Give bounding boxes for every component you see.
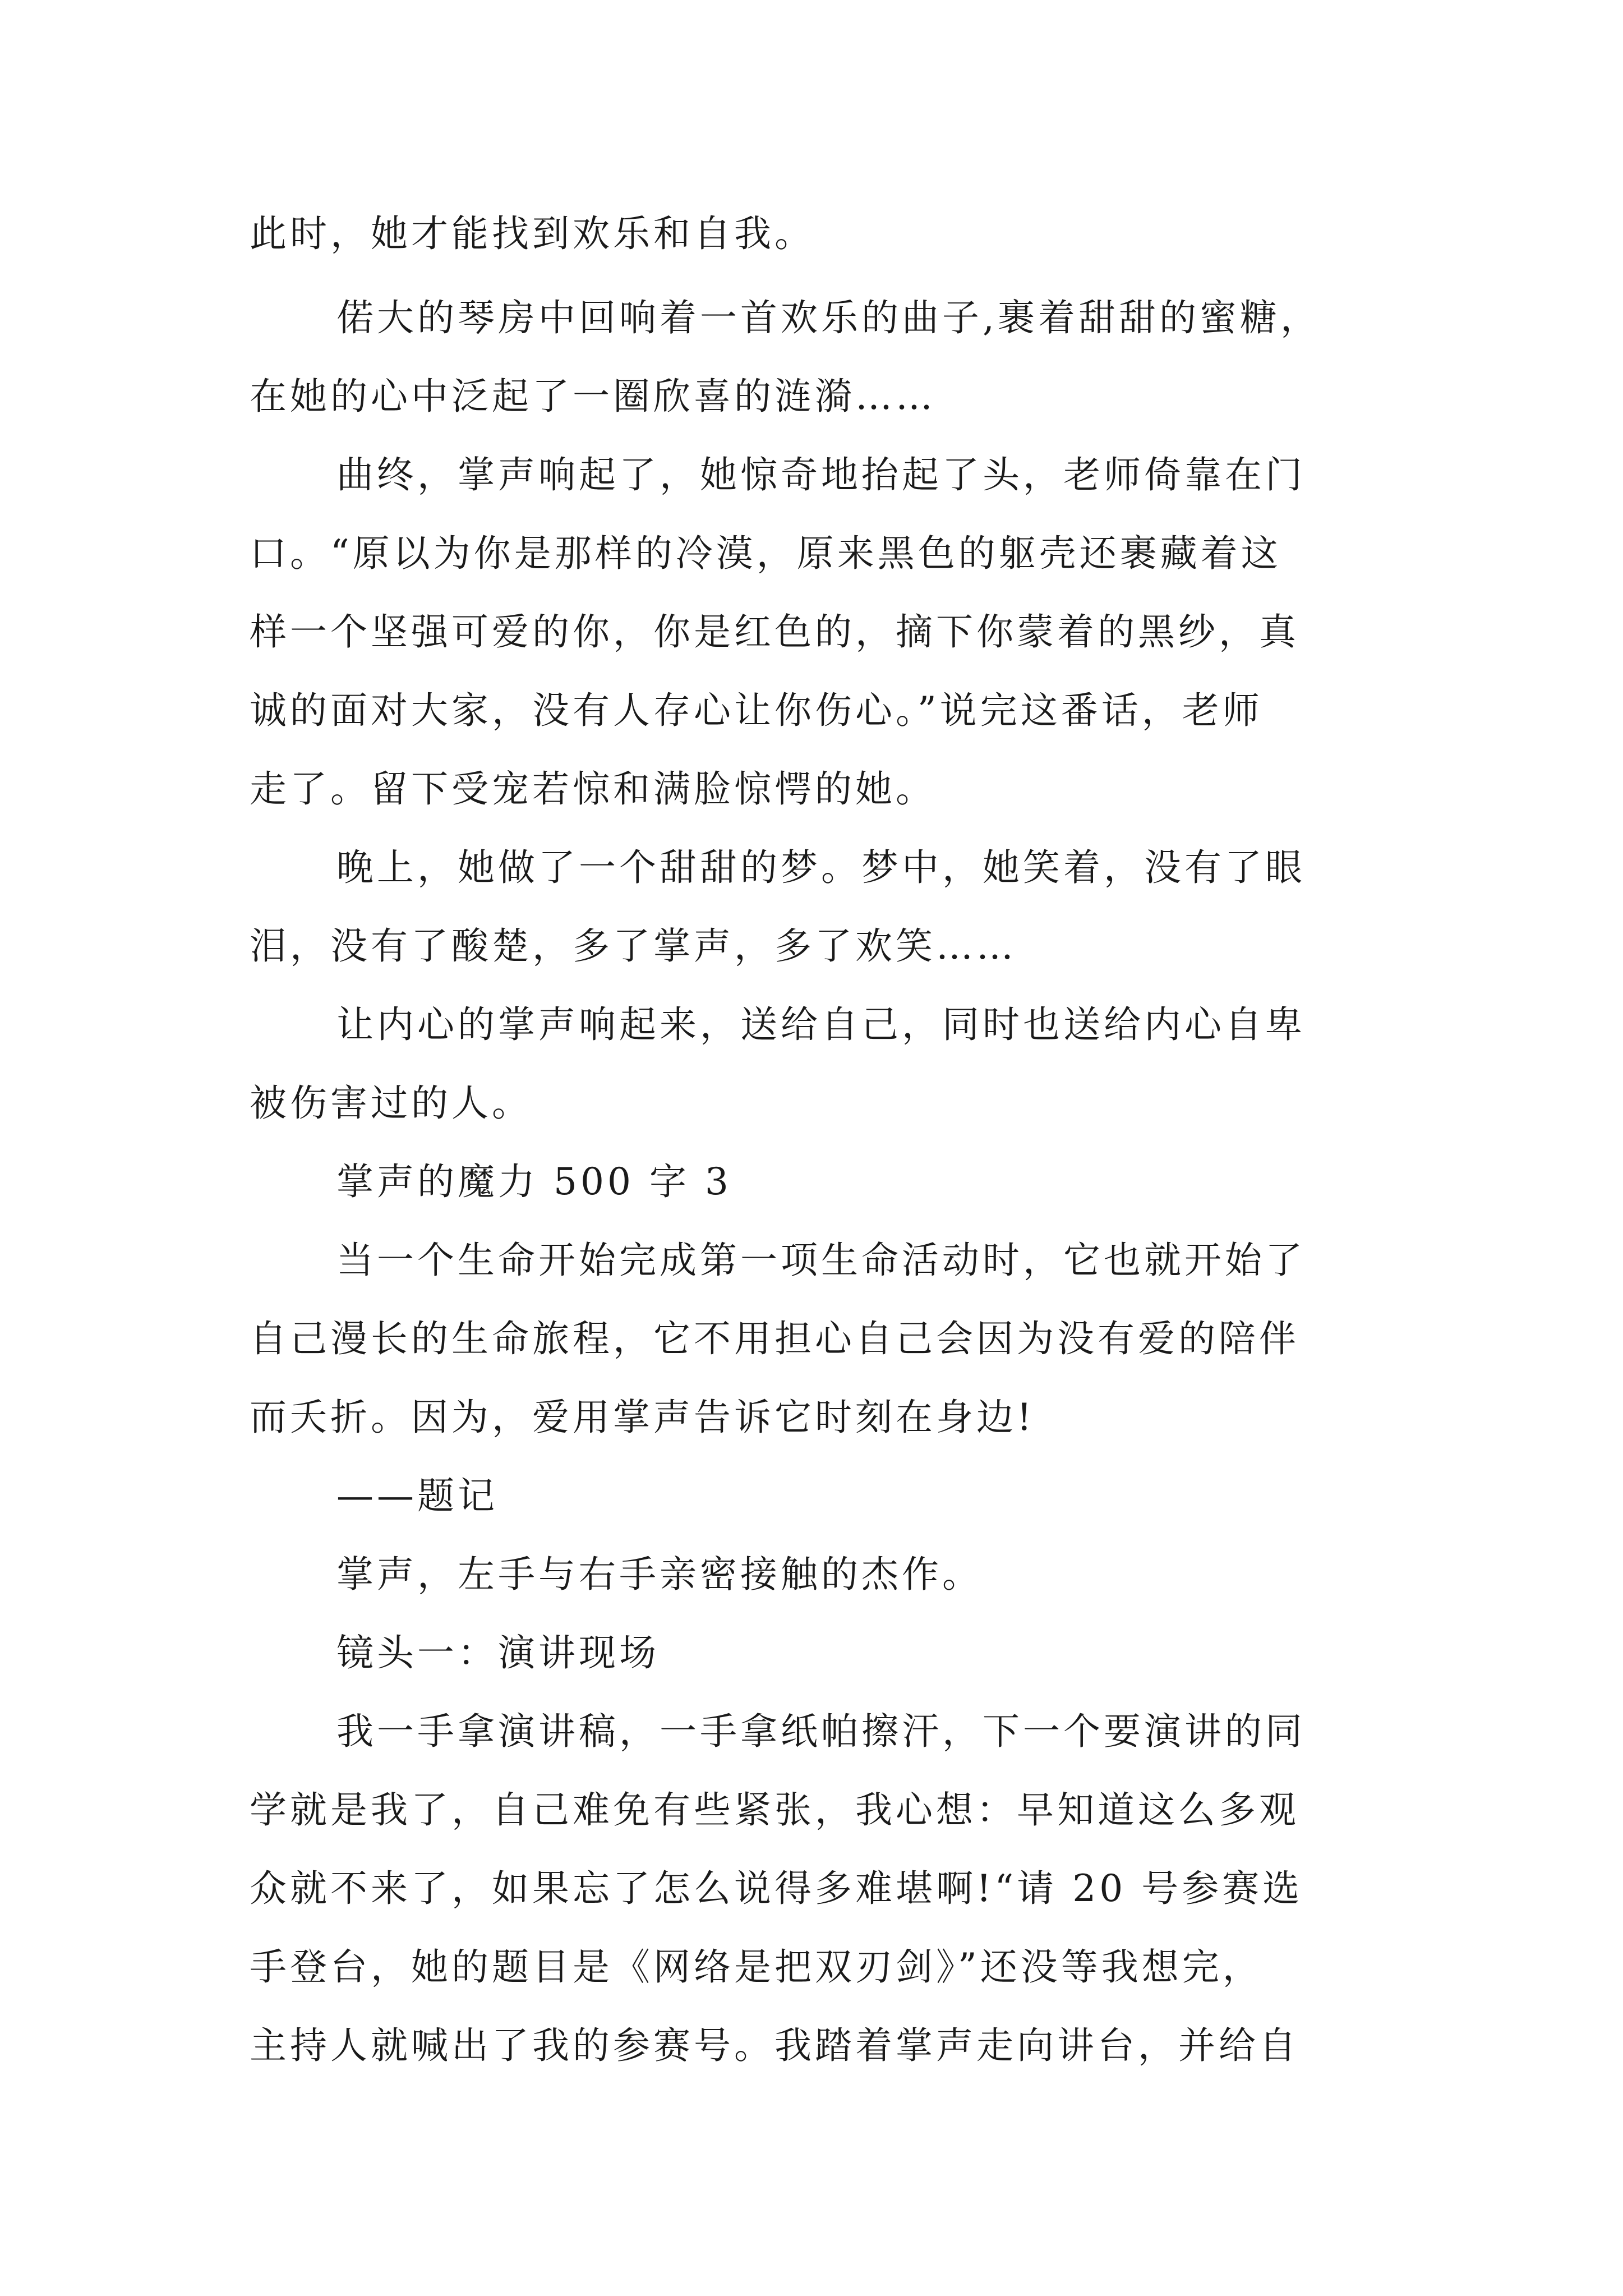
text-line: 让内心的掌声响起来，送给自己，同时也送给内心自卑: [336, 1003, 1306, 1046]
text-line: 诚的面对大家，没有人存心让你伤心。”说完这番话，老师: [250, 689, 1263, 732]
text-line: 众就不来了，如果忘了怎么说得多难堪啊!“请 20 号参赛选: [250, 1867, 1303, 1910]
text-line: 晚上，她做了一个甜甜的梦。梦中，她笑着，没有了眼: [336, 846, 1306, 889]
text-line: 学就是我了，自己难免有些紧张，我心想：早知道这么多观: [250, 1788, 1299, 1832]
epigraph-attribution: ——题记: [336, 1474, 498, 1517]
text-line: 主持人就喊出了我的参赛号。我踏着掌声走向讲台，并给自: [250, 2024, 1299, 2067]
text-line: 手登台，她的题目是《网络是把双刃剑》”还没等我想完，: [250, 1945, 1263, 1989]
text-line: 泪，没有了酸楚，多了掌声，多了欢笑……: [250, 924, 1017, 968]
subheading: 镜头一：演讲现场: [336, 1631, 660, 1674]
text-line: 样一个坚强可爱的你，你是红色的，摘下你蒙着的黑纱，真: [250, 610, 1299, 654]
text-line: 口。“原以为你是那样的冷漠，原来黑色的躯壳还裹藏着这: [250, 532, 1281, 575]
text-line: 自己漫长的生命旅程，它不用担心自己会因为没有爱的陪伴: [250, 1317, 1299, 1360]
text-line: 在她的心中泛起了一圈欣喜的涟漪……: [250, 375, 936, 418]
text-line: 走了。留下受宠若惊和满脸惊愕的她。: [250, 767, 936, 811]
text-line: 掌声，左手与右手亲密接触的杰作。: [336, 1553, 983, 1596]
text-line: 当一个生命开始完成第一项生命活动时，它也就开始了: [336, 1239, 1306, 1282]
text-line: 而夭折。因为，爱用掌声告诉它时刻在身边!: [250, 1396, 1035, 1439]
text-line: 偌大的琴房中回响着一首欢乐的曲子,裹着甜甜的蜜糖，: [336, 296, 1321, 339]
text-line: 我一手拿演讲稿，一手拿纸帕擦汗，下一个要演讲的同: [336, 1710, 1306, 1753]
text-line: 被伤害过的人。: [250, 1082, 532, 1125]
text-line: 此时，她才能找到欢乐和自我。: [250, 212, 815, 255]
text-line: 曲终，掌声响起了，她惊奇地抬起了头，老师倚靠在门: [336, 453, 1306, 496]
section-heading: 掌声的魔力 500 字 3: [336, 1160, 732, 1203]
